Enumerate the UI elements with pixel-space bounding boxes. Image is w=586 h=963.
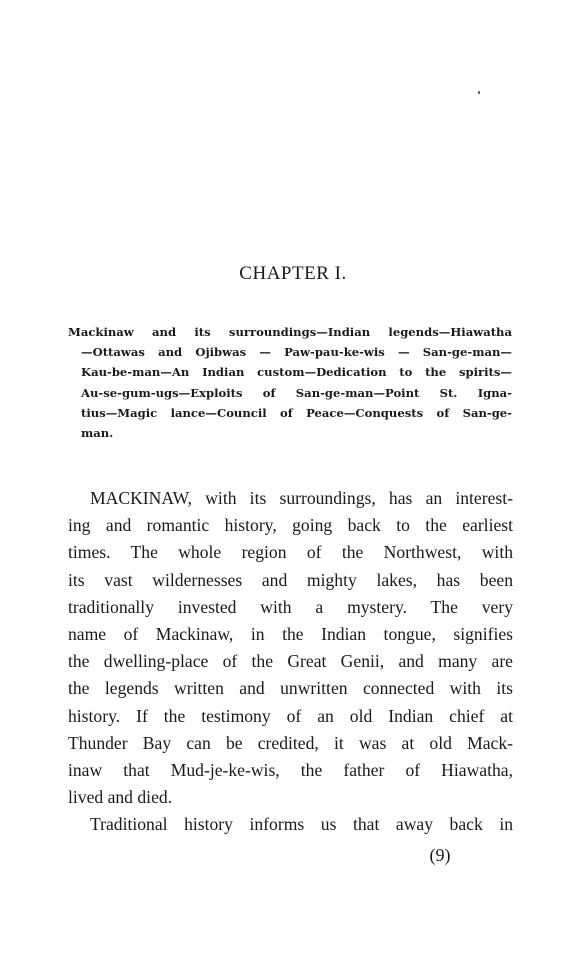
body-line: inaw that Mud-je-ke-wis, the father of Hiawatha, bbox=[68, 759, 513, 780]
body-line: ing and romantic history, going back to the earliest bbox=[68, 515, 513, 536]
chapter-summary bbox=[68, 322, 512, 443]
body-line: Thunder Bay can be credited, it was at old Mack- bbox=[68, 732, 513, 753]
page-number: (9) bbox=[429, 845, 451, 865]
summary-line: man. bbox=[81, 425, 114, 440]
body-line: Traditional history informs us that away back in bbox=[90, 814, 513, 835]
body-line: history. If the testimony of an old Indian chief at bbox=[68, 705, 513, 726]
ink-speck bbox=[478, 91, 480, 94]
body-line: times. The whole region of the Northwest, with bbox=[68, 542, 513, 563]
body-line: lived and died. bbox=[68, 787, 173, 808]
summary-line: Kau-be-man—An Indian custom—Dedication to the spirits— bbox=[81, 365, 512, 380]
body-text bbox=[68, 485, 513, 838]
body-line: MACKINAW, with its surroundings, has an interest- bbox=[90, 488, 513, 508]
body-line: the legends written and unwritten connected with its bbox=[68, 678, 513, 699]
body-line: name of Mackinaw, in the Indian tongue, signifies bbox=[68, 623, 513, 644]
chapter-heading: CHAPTER I. bbox=[239, 263, 347, 284]
summary-line: Au-se-gum-ugs—Exploits of San-ge-man—Point St. Igna- bbox=[81, 385, 512, 400]
body-line: its vast wildernesses and mighty lakes, has been bbox=[68, 569, 513, 590]
summary-line: tius—Magic lance—Council of Peace—Conquests of San-ge- bbox=[81, 405, 512, 420]
body-line: traditionally invested with a mystery. The very bbox=[68, 596, 513, 617]
summary-line: Mackinaw and its surroundings—Indian legends—Hiawatha bbox=[68, 325, 512, 339]
summary-line: —Ottawas and Ojibwas — Paw-pau-ke-wis — San-ge-man— bbox=[81, 345, 512, 360]
body-line: the dwelling-place of the Great Genii, and many are bbox=[68, 651, 513, 672]
